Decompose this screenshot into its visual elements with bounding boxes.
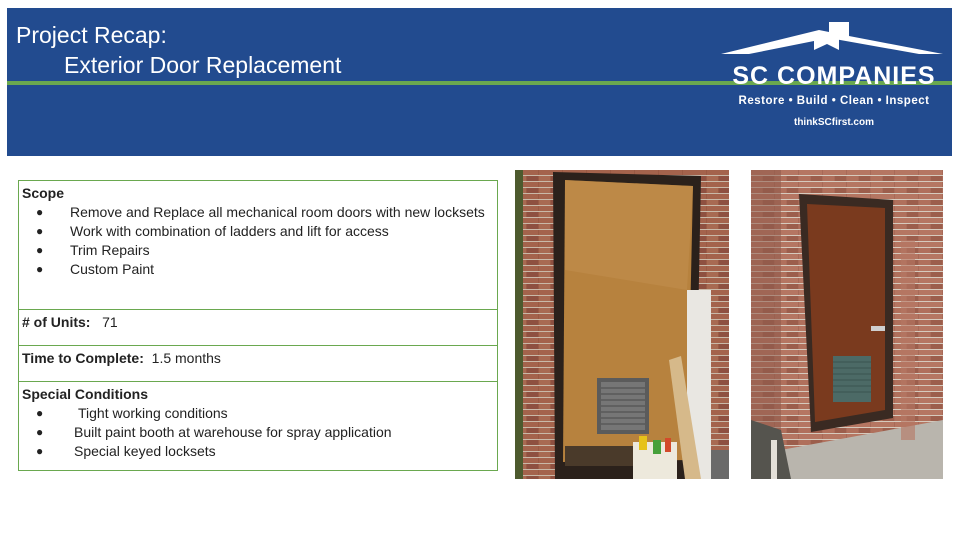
logo-url: thinkSCfirst.com xyxy=(793,117,874,128)
special-list xyxy=(22,404,493,461)
bullet-icon: ● xyxy=(36,224,44,238)
logo-tagline: Restore • Build • Clean • Inspect xyxy=(738,95,930,107)
time-section xyxy=(19,346,497,382)
before-door-photo xyxy=(515,170,729,479)
after-door-photo xyxy=(751,170,943,479)
list-item: ● Built paint booth at warehouse for spray application xyxy=(36,424,392,440)
time-value: 1.5 months xyxy=(151,350,221,366)
time-label: Time to Complete: xyxy=(22,350,144,366)
units-section xyxy=(19,310,497,346)
bullet-icon: ● xyxy=(36,444,44,458)
scope-list xyxy=(22,203,493,279)
logo-name: SC COMPANIES xyxy=(732,62,936,90)
bullet-icon: ● xyxy=(36,425,44,439)
special-conditions-section xyxy=(19,382,497,470)
units-label: # of Units: xyxy=(22,314,91,330)
list-item: ● Custom Paint xyxy=(36,261,155,277)
page-title: Project Recap: xyxy=(16,22,167,48)
list-item: ● Remove and Replace all mechanical room doors with new locksets xyxy=(36,204,485,220)
bullet-icon: ● xyxy=(36,262,44,276)
special-heading: Special Conditions xyxy=(22,386,149,402)
bullet-icon: ● xyxy=(36,406,44,420)
page-subtitle: Exterior Door Replacement xyxy=(64,52,342,78)
bullet-icon: ● xyxy=(36,205,44,219)
list-item: ● Trim Repairs xyxy=(36,242,150,258)
list-item: ● Special keyed locksets xyxy=(36,443,216,459)
bullet-icon: ● xyxy=(36,243,44,257)
scope-section xyxy=(19,181,497,310)
company-logo xyxy=(719,20,947,138)
scope-heading: Scope xyxy=(22,185,65,201)
list-item: ● Work with combination of ladders and lift for access xyxy=(36,223,389,239)
units-value: 71 xyxy=(102,314,118,330)
list-item: ● Tight working conditions xyxy=(36,405,228,421)
project-details-table xyxy=(18,180,498,471)
house-roof-icon xyxy=(719,20,947,60)
header-banner xyxy=(7,8,952,156)
